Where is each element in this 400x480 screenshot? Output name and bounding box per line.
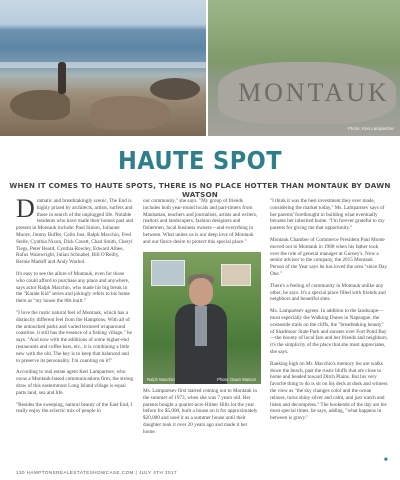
paragraph: our community," she says. "My group of friends includes both year-round locals and part-timers from Manhattan, teachers and journalists, artists and writers, realtors and landscapers, fashion designers and fishermen, local business owners—and everything in between. What unites us is our deep love of Montauk and our fierce desire to protect this special place." [143,198,258,245]
fisherman-figure [58,62,66,94]
paragraph: Ms. Lampartsev agrees. In addition to the landscape—most especially the Walking Dunes in Napeague, the oceanside trails on the cliffs, the "breathtaking beauty" of Shadmoor State Park and sunsets over Fort Pond Bay—the bounty of local fare and her friends and neighbors, it's the simplicity of the place that she most appreciates, she says. [270,308,388,355]
end-mark-icon: ■ [384,457,388,463]
montauk-stone-photo [208,0,400,136]
article-subtitle: WHEN IT COMES TO HAUTE SPOTS, THERE IS NO PLACE HOTTER THAN MONTAUK BY DAWN WATSON [9,181,391,199]
wall-art [151,260,185,286]
paragraph: Ms. Lampartsev first started coming out to Montauk in the summer of 1973, when she was 7 years old. Her parents bought a quarter-acre Hither Hills lot the year before for $5,000, built a house on it for approximately $20,000 and used it as a summer house until their daughter took it over 20 years ago and made it her home. [143,388,258,435]
header-photos [0,0,400,136]
photo-credit: Photo: Dawn Watson [217,377,257,382]
rock-shape [150,78,200,100]
paragraph: Ranking high on Mr. Macchio's memory list are walks down the beach, past the rustic bluffs that are close to home and headed toward Ditch Plains. But his very favorite thing to do is sit on his deck at dusk and witness the view as "the sky changes color and the ocean relaxes, turns shiny silver and calm, and just watch and listen and decompress." The bookends of the day are his most special times, he says, adding, "what happens in between is gravy." [270,360,388,422]
drop-cap: D [16,194,35,223]
rock-shape [10,90,70,120]
paragraph: "I love the rustic natural feel of Montauk, which has a distinctly different feel from the Hamptons. With all of the untouched parks and varied textured wraparound coastline, it still has the essence of a fishing village," he says. "And now with the additions of some higher-end restaurants and coffee bars, etc., it is combining a little new with the old. The key is to keep that balanced and to preserve its personality. I'm counting on it!" [16,309,132,364]
article-column-1 [16,194,134,420]
paragraph: "Besides the sweeping, natural beauty of the East End, I really enjoy the eclectic mix of people in [16,401,133,415]
person-head [189,278,213,306]
paragraph: "I think it was the best investment they ever made, considering the market today," Ms. Lampartsev says of her parents' forethought in building what eventually became her inherited home. "I'm forever grateful to my parents for giving me that opportunity." [270,198,385,232]
stone-carving: MONTAUK [238,78,390,107]
beach-fisherman-photo [0,0,206,136]
page-footer: 130 HAMPTONSREALESTATESHOWCASE.COM | JULY 4TH 2017 [16,470,178,475]
photo-caption: Ralph Macchio [147,377,175,382]
article-column-3 [270,198,388,427]
photo-credit: Photo: Ken Lampertzer [347,126,394,131]
wall-art [221,264,251,286]
person-shirt [195,306,207,346]
paragraph [16,194,134,266]
ralph-macchio-photo [143,252,261,384]
article-title: HAUTE SPOT [117,146,283,175]
surf-line [0,62,206,68]
article-column-2-lower [143,388,261,441]
paragraph-text: ramatic and breathtakingly scenic, The End is highly prized by architects, artists, surfers and those in search of the unplugged life. Notable residents who have made their homes past and present in Montauk include: Paul Simon, Julianne Moore, Jimmy Buffet, Colin Jost, Ralph Macchio, Fred Stelle, Cynthia Nixon, Dick Cavett, Chad Smith, Cheryl Tiegs, Peter Beard, Cynthia Rowley, Edward Albee, Rufus Wainwright, Julian Schnabel, Bill O'Reilly, Bernie Madoff and Andy Warhol. [16,198,134,266]
article-column-2 [143,198,261,251]
paragraph: Montauk Chamber of Commerce President Paul Monte moved out to Montauk in 1988 when his father took over the role of general manager at Gurney's. Now a senior advisor to the company, the 2015 Montauk Person of the Year says he has loved the area "since Day One." [270,236,388,277]
paragraph: According to real estate agent Keri Lampartsev, who owns a Montauk-based communications firm, the strong draw of this easternmost Long Island village is equal parts land, sea and life. [16,369,134,396]
paragraph: It's easy to see the allure of Montauk, even for those who could afford to purchase any place and anywhere, says actor Ralph Macchio, who made his big break in the "Karate Kid" series and jokingly refers to his home there as "my house the 80s built." [16,270,130,305]
paragraph: There's a feeling of community in Montauk unlike any other, he says. It's a special place filled with friends and neighbors and beautiful sites. [270,282,386,303]
rock-shape [90,96,170,130]
